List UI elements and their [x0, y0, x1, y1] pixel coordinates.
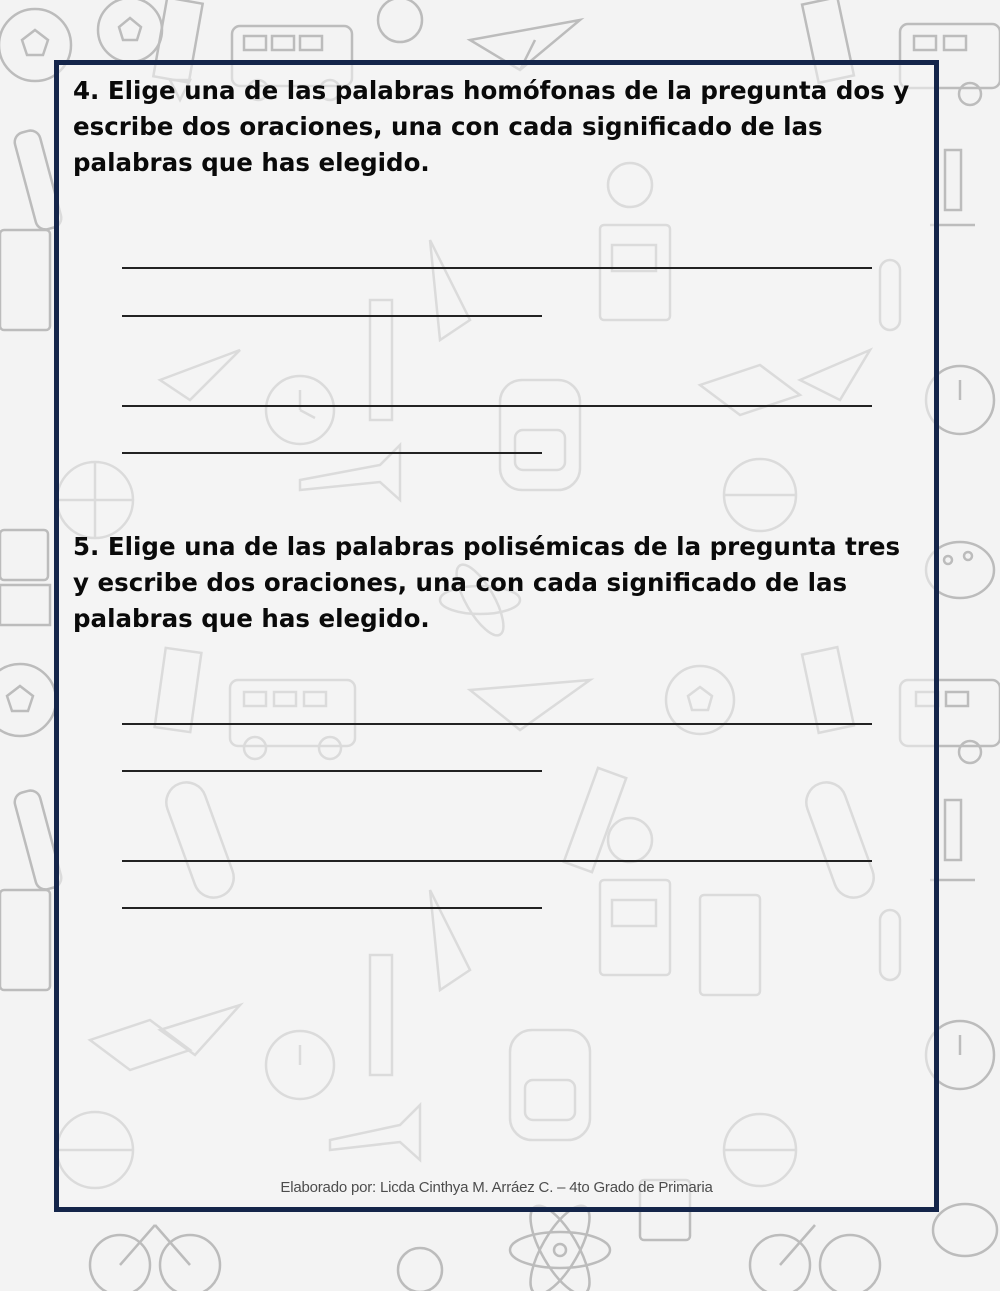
book-icon: [0, 230, 50, 330]
bicycle-icon: [750, 1225, 880, 1291]
answer-line-q5-1b[interactable]: [122, 770, 542, 772]
soccer-ball-icon: [98, 0, 162, 62]
apple-icon: [378, 0, 422, 42]
soccer-ball-icon: [0, 664, 56, 736]
apple-icon: [398, 1248, 442, 1291]
answer-line-q5-2b[interactable]: [122, 907, 542, 909]
book-icon: [0, 890, 50, 990]
bicycle-icon: [90, 1225, 220, 1291]
question-4: 4. Elige una de las palabras homófonas de la pregunta dos y escribe dos oraciones, una con cada significado de las palabras que has elegido.: [73, 76, 910, 177]
answer-line-q5-2a[interactable]: [122, 860, 872, 862]
answer-line-q5-1a[interactable]: [122, 723, 872, 725]
question-5: 5. Elige una de las palabras polisémicas de la pregunta tres y escribe dos oraciones, una con cada significado de las palabras que has elegido.: [73, 532, 901, 633]
answer-line-q4-2b[interactable]: [122, 452, 542, 454]
answer-line-q4-1a[interactable]: [122, 267, 872, 269]
answer-line-q4-2a[interactable]: [122, 405, 872, 407]
palette-icon: [933, 1204, 997, 1256]
computer-icon: [0, 530, 50, 625]
answer-line-q4-1b[interactable]: [122, 315, 542, 317]
author-footer: Elaborado por: Licda Cinthya M. Arráez C. – 4to Grado de Primaria: [280, 1179, 713, 1196]
worksheet-frame: [54, 60, 939, 1212]
